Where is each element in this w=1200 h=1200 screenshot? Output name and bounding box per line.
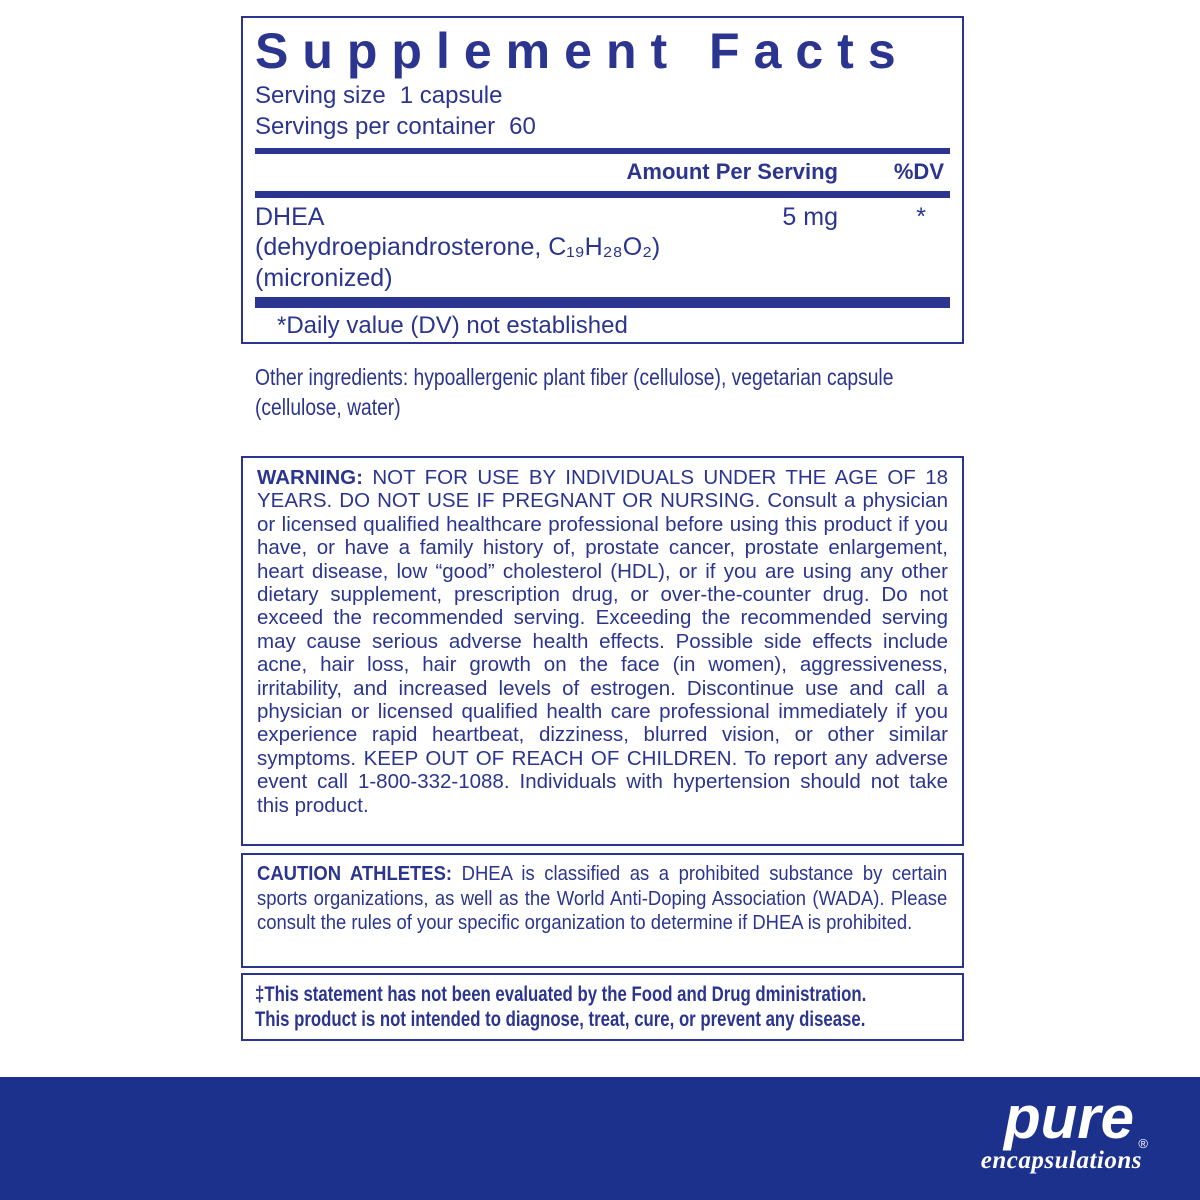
ingredient-amount: 5 mg (782, 203, 838, 231)
daily-value-footnote: *Daily value (DV) not established (277, 312, 628, 339)
divider-bar (255, 191, 950, 198)
serving-size-label: Serving size (255, 82, 386, 109)
caution-label: CAUTION ATHLETES: (257, 862, 453, 885)
supplement-facts-panel (241, 16, 964, 344)
ingredient-name: DHEA (255, 203, 325, 231)
brand-name-pure: pure (1003, 1084, 1134, 1151)
warning-panel (241, 456, 964, 846)
column-header-dv: %DV (893, 159, 944, 184)
pure-encapsulations-logo (980, 1084, 1148, 1175)
brand-footer (0, 1077, 1200, 1200)
disclaimer-line-1: ‡This statement has not been evaluated by the Food and Drug dministration. (255, 982, 867, 1006)
caution-panel (241, 853, 964, 968)
disclaimer-line-2: This product is not intended to diagnose, treat, cure, or prevent any disease. (255, 1007, 866, 1031)
ingredient-detail-formula: (dehydroepiandrosterone, C₁₉H₂₈O₂) (255, 233, 661, 261)
warning-label: WARNING: (257, 466, 363, 489)
ingredient-row (255, 198, 950, 232)
servings-per-container-row (255, 111, 950, 142)
warning-text: NOT FOR USE BY INDIVIDUALS UNDER THE AGE OF 18 YEARS. DO NOT USE IF PREGNANT OR NURSING. Consult a physician or licensed qualified healthcare professional before using this product if you have, or have a family history of, prostate cancer, prostate enlargement, heart disease, low “good” cholesterol (HDL), or if you are using any other dietary supplement, prescription drug, or over-the-counter drug. Do not exceed the recommended serving. Exceeding the recommended serving may cause serious adverse health effects. Possible side effects include acne, hair loss, hair growth on the face (in women), aggressiveness, irritability, and increased levels of estrogen. Discontinue use and call a physician or licensed qualified health care professional immediately if you experience rapid heartbeat, dizziness, blurred vision, or other similar symptoms. KEEP OUT OF REACH OF CHILDREN. To report any adverse event call 1-800-332-1088. Individuals with hypertension should not take this product. (257, 466, 948, 817)
divider-bar (255, 297, 950, 308)
column-header-row (255, 154, 950, 191)
ingredient-dv-asterisk: * (916, 203, 926, 231)
servings-per-container-value: 60 (509, 113, 536, 140)
serving-size-row (255, 80, 950, 111)
brand-name-encapsulations: encapsulations (980, 1147, 1142, 1175)
servings-per-container-label: Servings per container (255, 113, 496, 140)
serving-size-value: 1 capsule (399, 82, 503, 109)
disclaimer-panel (241, 973, 964, 1041)
supplement-facts-title: Supplement Facts (255, 23, 910, 79)
column-header-amount: Amount Per Serving (626, 159, 838, 184)
warning-paragraph (257, 466, 948, 817)
other-ingredients-text: Other ingredients: hypoallergenic plant fiber (cellulose), vegetarian capsule (cellulose, water) (255, 364, 894, 420)
caution-text: DHEA is classified as a prohibited substance by certain sports organizations, as well as the World Anti-Doping Association (WADA). Please consult the rules of your specific organization to determine if DHEA is prohibited. (257, 862, 948, 934)
registered-mark-icon: ® (1138, 1136, 1148, 1151)
ingredient-detail-micronized: (micronized) (255, 264, 393, 292)
caution-paragraph (257, 862, 947, 936)
